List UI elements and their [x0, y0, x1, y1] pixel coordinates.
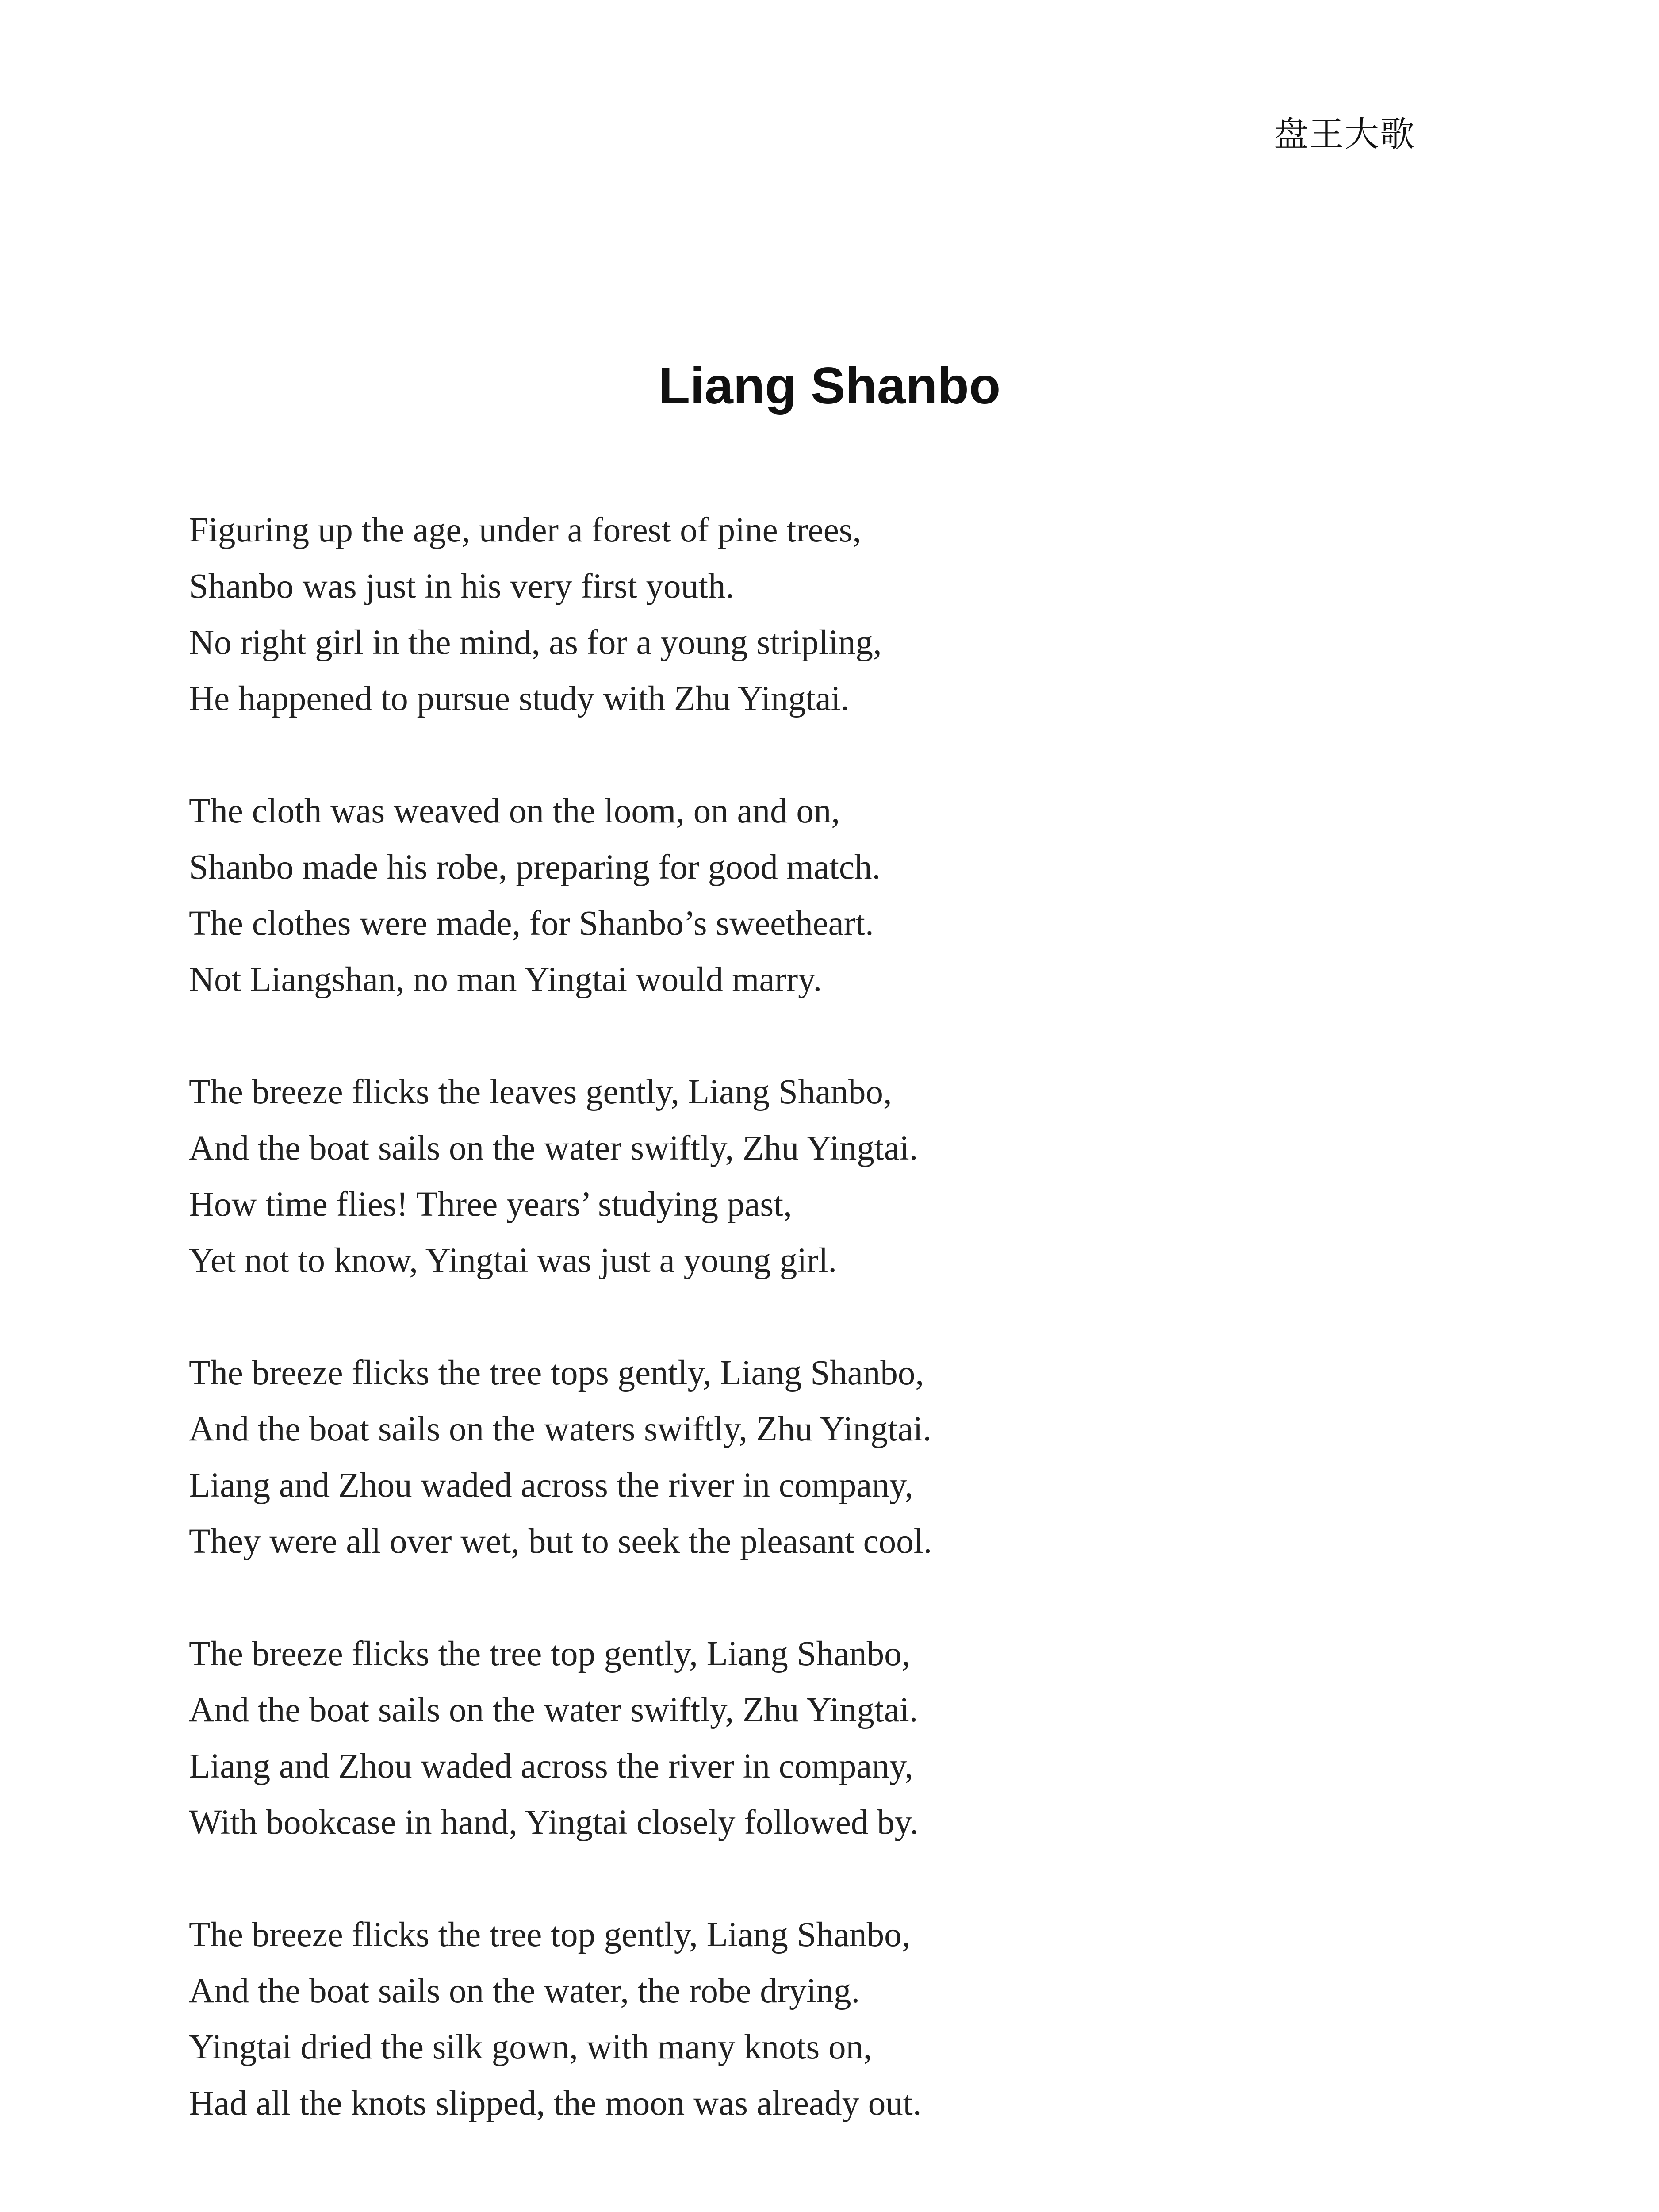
stanza-6 — [189, 1907, 1471, 2131]
poem-line: And the boat sails on the waters swiftly, Zhu Yingtai. — [189, 1410, 932, 1448]
poem-line: And the boat sails on the water swiftly, Zhu Yingtai. — [189, 1691, 918, 1729]
stanza-2 — [189, 783, 1471, 1008]
poem-line: And the boat sails on the water swiftly, Zhu Yingtai. — [189, 1129, 918, 1167]
stanza-4 — [189, 1345, 1471, 1570]
poem-line: No right girl in the mind, as for a young stripling, — [189, 623, 882, 662]
stanza-5 — [189, 1626, 1471, 1851]
poem-line: And the boat sails on the water, the robe drying. — [189, 1972, 860, 2010]
stanza-1 — [189, 502, 1471, 727]
poem-line: With bookcase in hand, Yingtai closely followed by. — [189, 1803, 919, 1842]
poem-line: Shanbo made his robe, preparing for good match. — [189, 848, 881, 887]
running-header: 盘王大歌 — [1274, 115, 1416, 154]
poem-line: Shanbo was just in his very first youth. — [189, 567, 735, 606]
poem-line: Yet not to know, Yingtai was just a young girl. — [189, 1241, 837, 1280]
poem-line: How time flies! Three years’ studying past, — [189, 1185, 792, 1224]
poem-line: Not Liangshan, no man Yingtai would marry. — [189, 960, 822, 999]
poem-line: They were all over wet, but to seek the pleasant cool. — [189, 1522, 932, 1561]
poem-line: Liang and Zhou waded across the river in company, — [189, 1466, 913, 1505]
poem-line: The breeze flicks the tree top gently, Liang Shanbo, — [189, 1916, 911, 1954]
poem-body — [189, 502, 1471, 2131]
poem-line: The breeze flicks the leaves gently, Liang Shanbo, — [189, 1073, 892, 1111]
poem-line: Yingtai dried the silk gown, with many knots on, — [189, 2028, 872, 2066]
poem-line: He happened to pursue study with Zhu Yingtai. — [189, 680, 850, 718]
page-title: Liang Shanbo — [658, 357, 1001, 415]
stanza-3 — [189, 1064, 1471, 1289]
poem-line: Had all the knots slipped, the moon was already out. — [189, 2084, 922, 2123]
poem-line: The clothes were made, for Shanbo’s sweetheart. — [189, 904, 874, 943]
poem-line: The breeze flicks the tree top gently, Liang Shanbo, — [189, 1635, 911, 1673]
poem-line: The breeze flicks the tree tops gently, Liang Shanbo, — [189, 1354, 924, 1392]
poem-line: Liang and Zhou waded across the river in company, — [189, 1747, 913, 1786]
poem-line: The cloth was weaved on the loom, on and on, — [189, 792, 840, 830]
poem-line: Figuring up the age, under a forest of pine trees, — [189, 511, 862, 549]
